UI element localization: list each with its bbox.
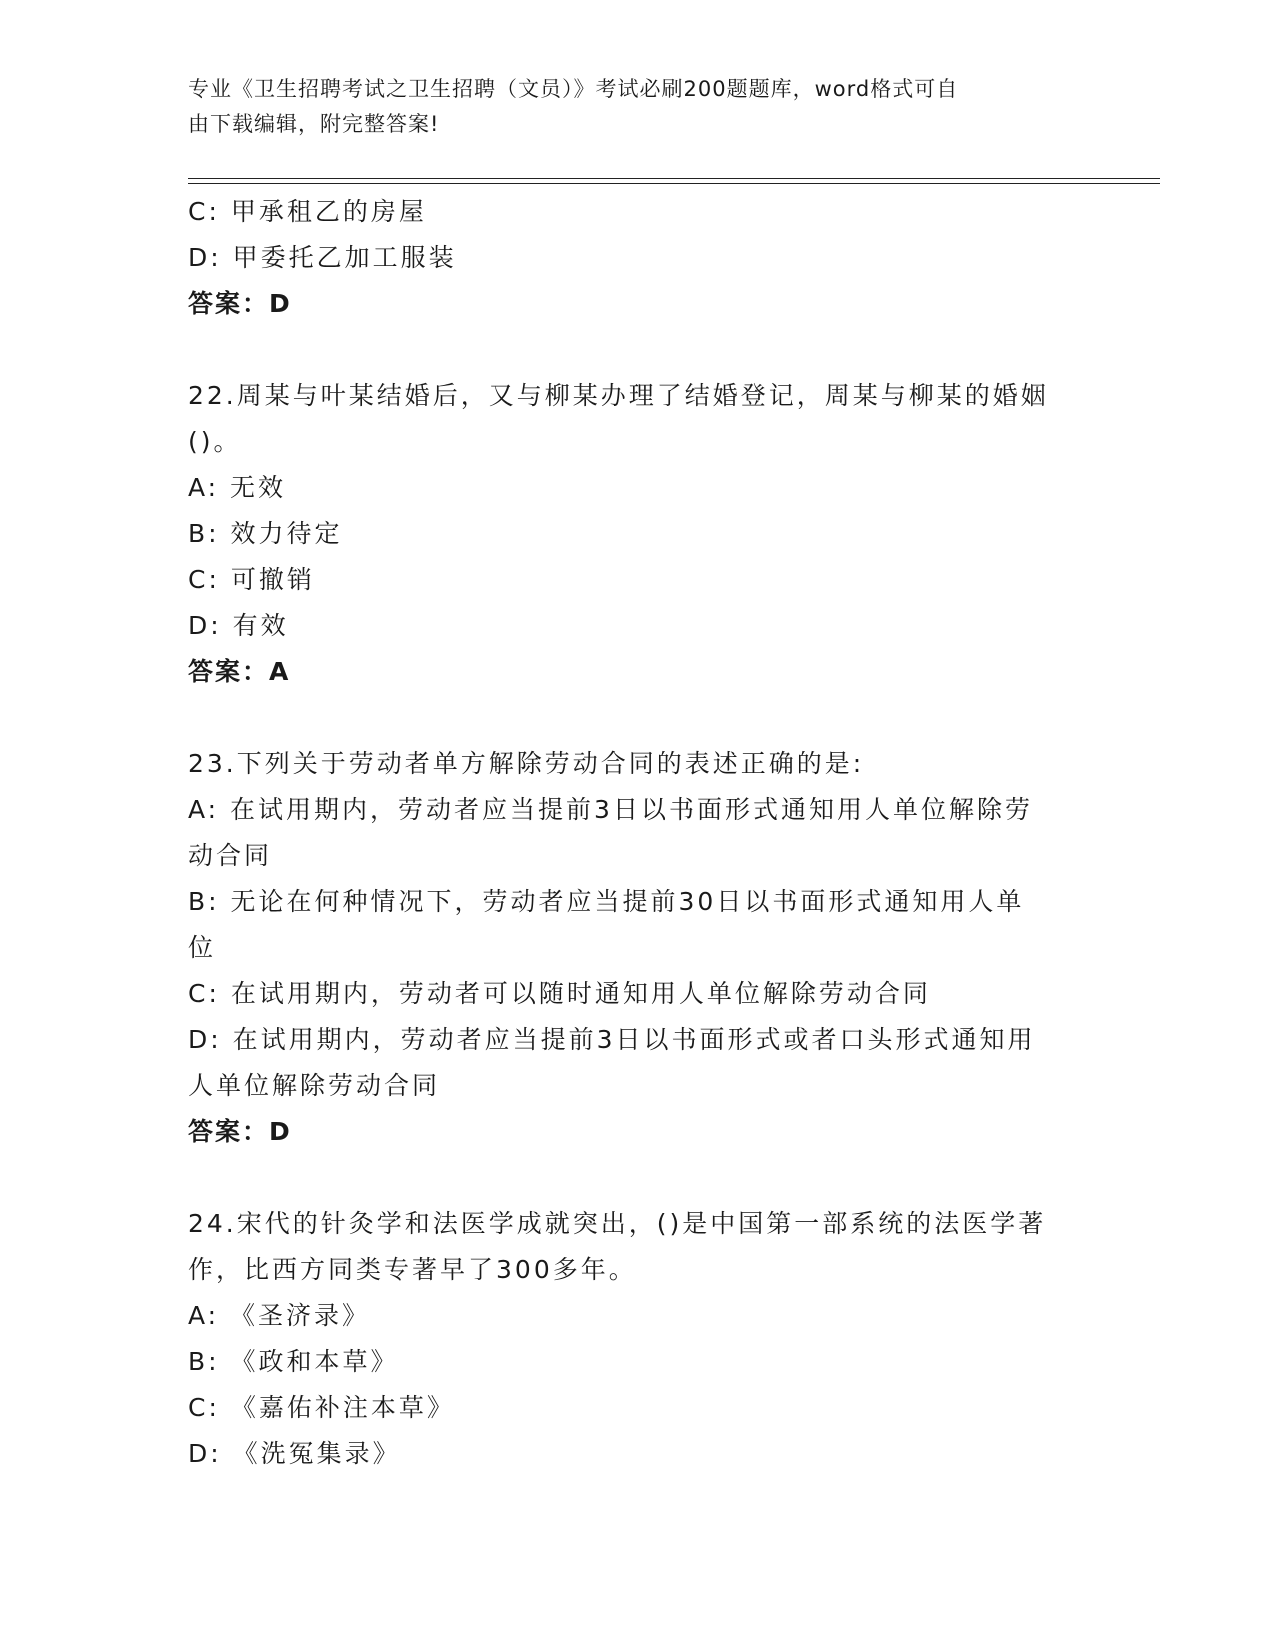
q22-answer: 答案：A: [188, 657, 291, 686]
spacer: [188, 327, 1088, 373]
q23-answer: 答案：D: [188, 1117, 292, 1146]
q23-stem: 23.下列关于劳动者单方解除劳动合同的表述正确的是:: [188, 749, 865, 778]
prev-option-c: C: 甲承租乙的房屋: [188, 197, 427, 226]
header-rule-bottom: [188, 183, 1160, 184]
q24-option-b: B: 《政和本草》: [188, 1347, 399, 1376]
q22-option-a: A: 无效: [188, 473, 287, 502]
q23-option-b-line-1: B: 无论在何种情况下，劳动者应当提前30日以书面形式通知用人单: [188, 887, 1025, 916]
prev-answer: 答案：D: [188, 289, 292, 318]
q22-stem-line-1: 22.周某与叶某结婚后，又与柳某办理了结婚登记，周某与柳某的婚姻: [188, 381, 1049, 410]
q23-option-a-line-2: 动合同: [188, 841, 273, 870]
q24-option-a: A: 《圣济录》: [188, 1301, 371, 1330]
document-body: [188, 189, 1088, 1477]
q23-option-c: C: 在试用期内，劳动者可以随时通知用人单位解除劳动合同: [188, 979, 931, 1008]
q23-option-a-line-1: A: 在试用期内，劳动者应当提前3日以书面形式通知用人单位解除劳: [188, 795, 1033, 824]
spacer: [188, 695, 1088, 741]
q24-option-d: D: 《洗冤集录》: [188, 1439, 401, 1468]
q22-option-d: D: 有效: [188, 611, 289, 640]
spacer: [188, 1155, 1088, 1201]
q24-option-c: C: 《嘉佑补注本草》: [188, 1393, 455, 1422]
document-header: [188, 72, 1088, 142]
q22-option-c: C: 可撤销: [188, 565, 315, 594]
header-line-2: 由下载编辑，附完整答案!: [188, 112, 440, 136]
q24-stem-line-2: 作，比西方同类专著早了300多年。: [188, 1255, 637, 1284]
header-line-1: 专业《卫生招聘考试之卫生招聘（文员）》考试必刷200题题库，word格式可自: [188, 77, 959, 101]
q22-option-b: B: 效力待定: [188, 519, 343, 548]
q23-option-d-line-1: D: 在试用期内，劳动者应当提前3日以书面形式或者口头形式通知用: [188, 1025, 1036, 1054]
header-rule-top: [188, 178, 1160, 179]
q24-stem-line-1: 24.宋代的针灸学和法医学成就突出，()是中国第一部系统的法医学著: [188, 1209, 1047, 1238]
q23-option-b-line-2: 位: [188, 933, 217, 962]
prev-option-d: D: 甲委托乙加工服装: [188, 243, 457, 272]
q23-option-d-line-2: 人单位解除劳动合同: [188, 1071, 441, 1100]
q22-stem-line-2: ()。: [188, 427, 242, 456]
